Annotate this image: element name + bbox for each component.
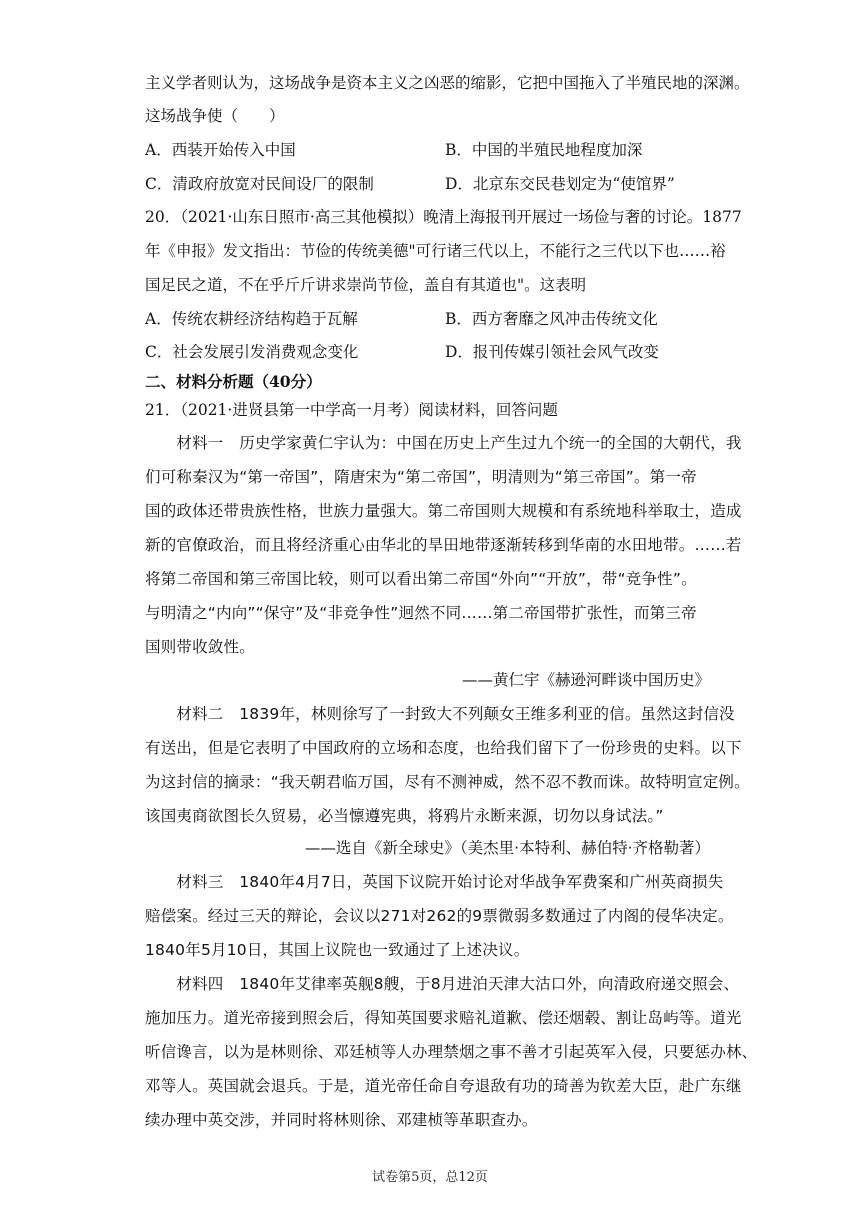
material4-line: 续办理中英交涉，并同时将林则徐、邓建桢等革职查办。 <box>145 1111 538 1129</box>
material2-line: 为这封信的摘录：“我天朝君临万国，尽有不测神威，然不忍不教而诛。故特明宣定例。 <box>145 773 750 791</box>
q20-line-2: 年《申报》发文指出：节俭的传统美德"可行诸三代以上，不能行之三代以下也……裕 <box>145 242 726 260</box>
material3-line: 材料三 1840年4月7日，英国下议院开始讨论对华战争军费案和广州英商损失 <box>145 873 724 891</box>
q20-option-a: A．传统农耕经济结构趋于瓦解 <box>145 310 358 328</box>
material4-line: 听信谗言，以为是林则徐、邓廷桢等人办理禁烟之事不善才引起英军入侵，只要惩办林、 <box>145 1043 758 1061</box>
material3-line: 1840年5月10日，其国上议院也一致通过了上述决议。 <box>145 941 530 959</box>
material1-line: 材料一 历史学家黄仁宇认为：中国在历史上产生过九个统一的全国的大朝代，我 <box>145 434 742 452</box>
q20-line-1: 20．（2021·山东日照市·高三其他模拟）晚清上海报刊开展过一场俭与奢的讨论。1877 <box>145 208 742 226</box>
q20-option-d: D．报刊传媒引领社会风气改变 <box>445 343 659 361</box>
q19-option-d: D．北京东交民巷划定为“使馆界” <box>445 175 675 193</box>
material2-line: 该国夷商欲图长久贸易，必当懔遵宪典，将鸦片永断来源，切勿以身试法。” <box>145 807 664 825</box>
material1-line: 国的政体还带贵族性格，世族力量强大。第二帝国则大规模和有系统地科举取士，造成 <box>145 502 742 520</box>
q20-option-b: B．西方奢靡之风冲击传统文化 <box>445 310 658 328</box>
q20-option-c: C．社会发展引发消费观念变化 <box>145 343 359 361</box>
q19-line-2: 这场战争使（ ） <box>145 107 285 125</box>
material1-line: 们可称秦汉为“第一帝国”，隋唐宋为“第二帝国”，明清则为“第三帝国”。第一帝 <box>145 468 697 486</box>
material4-line: 材料四 1840年艾律率英舰8艘，于8月进泊天津大沽口外，向清政府递交照会、 <box>145 975 740 993</box>
material2-line: 材料二 1839年，林则徐写了一封致大不列颠女王维多利亚的信。虽然这封信没 <box>145 705 735 723</box>
material1-line: 新的官僚政治，而且将经济重心由华北的旱田地带逐渐转移到华南的水田地带。……若 <box>145 536 742 554</box>
material1-line: 国则带收敛性。 <box>145 638 255 656</box>
q19-line-1: 主义学者则认为，这场战争是资本主义之凶恶的缩影，它把中国拖入了半殖民地的深渊。 <box>145 74 750 92</box>
section-heading: 二、材料分析题（40分） <box>145 372 322 391</box>
q19-option-c: C．清政府放宽对民间设厂的限制 <box>145 175 374 193</box>
q20-line-3: 国足民之道，不在乎斤斤讲求崇尚节俭，盖自有其道也"。这表明 <box>145 276 587 294</box>
material4-line: 施加压力。道光帝接到照会后，得知英国要求赔礼道歉、偿还烟毂、割让岛屿等。道光 <box>145 1009 742 1027</box>
material1-source: ——黄仁宇《赫逊河畔谈中国历史》 <box>461 671 710 689</box>
material3-line: 赔偿案。经过三天的辩论，会议以271对262的9票微弱多数通过了内阁的侵华决定。 <box>145 907 734 925</box>
q19-option-b: B．中国的半殖民地程度加深 <box>445 141 643 159</box>
material1-line: 与明清之“内向”“保守”及“非竞争性”迥然不同……第二帝国带扩张性，而第三帝 <box>145 604 697 622</box>
material4-line: 邓等人。英国就会退兵。于是，道光帝任命自夸退敌有功的琦善为钦差大臣，赴广东继 <box>145 1077 742 1095</box>
material1-line: 将第二帝国和第三帝国比较，则可以看出第二帝国“外向”“开放”，带“竞争性”。 <box>145 570 697 588</box>
q21-intro: 21．（2021·进贤县第一中学高一月考）阅读材料，回答问题 <box>145 401 558 419</box>
page-footer: 试卷第5页，总12页 <box>372 1170 488 1185</box>
material2-source: ——选自《新全球史》（美杰里·本特利、赫伯特·齐格勒著） <box>304 839 710 857</box>
material2-line: 有送出，但是它表明了中国政府的立场和态度，也给我们留下了一份珍贵的史料。以下 <box>145 739 742 757</box>
q19-option-a: A．西装开始传入中国 <box>145 141 296 159</box>
